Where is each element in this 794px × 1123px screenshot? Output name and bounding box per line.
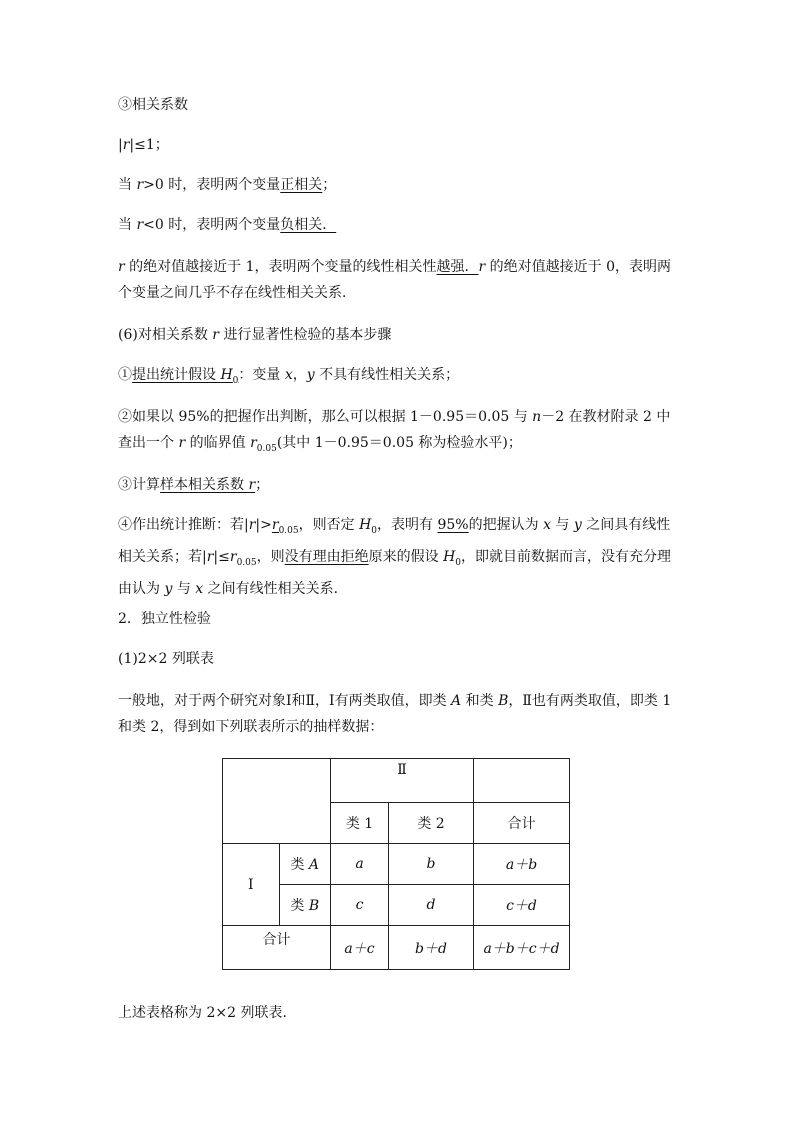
table-cell-empty	[474, 759, 570, 803]
text: 样本相关系数	[160, 477, 249, 493]
text: ①	[118, 367, 132, 383]
line-test-steps	[118, 322, 678, 348]
var-H: H	[359, 517, 372, 533]
var-r: r	[136, 217, 144, 233]
paragraph-intro-table	[118, 688, 678, 740]
text: ；	[322, 177, 337, 193]
paragraph-step2	[118, 404, 678, 462]
line-correlation-coefficient	[118, 92, 678, 118]
underlined-term: 正相关	[280, 177, 323, 193]
text: 一般地，对于两个研究对象Ⅰ和Ⅱ，Ⅰ有两类取值，即类	[118, 693, 452, 709]
underlined-term: 负相关．	[280, 217, 337, 233]
text: 之间具有线性相关关系；若|	[118, 517, 671, 565]
subscript: 0	[371, 525, 378, 536]
text: 的把握认为	[468, 517, 544, 533]
text: 与	[172, 580, 196, 597]
text: >0 时，表明两个变量	[143, 177, 281, 193]
var-r: r	[118, 259, 125, 275]
table-row	[223, 759, 570, 803]
table-cell	[331, 844, 389, 885]
text: c＋d	[506, 898, 537, 914]
table-cell	[389, 926, 474, 970]
var-r: r	[136, 177, 144, 193]
text: 当	[118, 217, 137, 233]
text: ，则否定	[298, 517, 360, 533]
text: |≤1；	[129, 137, 169, 153]
text: ③计算	[118, 477, 160, 493]
paragraph-step4	[118, 512, 678, 602]
underlined-term	[132, 367, 239, 386]
var-r: r	[250, 435, 257, 451]
var-x: x	[195, 580, 204, 597]
var-r: r	[212, 327, 219, 343]
var-r: r	[478, 259, 486, 275]
var-y: y	[306, 367, 315, 383]
subscript: 0	[455, 557, 462, 568]
table-header-II	[331, 759, 474, 803]
text: d	[426, 897, 436, 913]
table-cell	[474, 844, 570, 885]
var-A: A	[308, 857, 320, 873]
text: |	[118, 137, 123, 153]
table-cell	[331, 926, 389, 970]
var-A: A	[451, 693, 462, 709]
contingency-table	[222, 758, 570, 970]
line-negative	[118, 212, 678, 238]
text: 不具有线性相关关系；	[314, 367, 460, 383]
var-r: r	[122, 137, 130, 153]
text: (其中 1－0.95＝0.05 称为检验水平)；	[276, 435, 522, 451]
text: ，即就目前数据而言，没有充分理由认为	[118, 548, 672, 597]
text: a＋b＋c＋d	[483, 940, 560, 957]
subscript: 0.05	[278, 525, 299, 536]
text: ，	[292, 367, 307, 383]
var-r: r	[229, 548, 237, 565]
text: 之间有线性相关关系．	[203, 580, 348, 597]
table-header-total	[474, 803, 570, 844]
var-B: B	[308, 898, 320, 914]
var-H: H	[443, 548, 456, 565]
text: |≤	[213, 548, 230, 565]
text: <0 时，表明两个变量	[143, 217, 281, 233]
table-header-classA	[279, 844, 330, 885]
text: 与	[550, 517, 574, 533]
table-row	[223, 844, 570, 885]
table-cell	[474, 885, 570, 926]
text: 类 1	[345, 816, 374, 832]
section-heading-independence	[118, 606, 678, 632]
underlined-term: 95%	[437, 517, 469, 533]
subheading-contingency	[118, 646, 678, 672]
text: (6)对相关系数	[118, 327, 213, 343]
var-H: H	[220, 367, 233, 383]
table-row	[223, 926, 570, 970]
text: ，表明有	[377, 517, 438, 533]
underlined-term: 越强．	[436, 259, 479, 275]
text: 类 2	[417, 816, 445, 832]
text: 类	[290, 898, 309, 914]
var-r: r	[206, 548, 214, 565]
text: 和类	[461, 693, 499, 709]
text: ④作出统计推断：若|	[118, 517, 249, 533]
var-n: n	[532, 409, 542, 425]
subscript: 0.05	[256, 443, 277, 454]
text: a＋c	[344, 940, 375, 957]
table-cell	[389, 885, 474, 926]
table-cell	[331, 885, 389, 926]
table-header-class2	[389, 803, 474, 844]
underlined-term	[160, 477, 255, 493]
table-header-I	[223, 844, 280, 926]
table-cell-empty	[223, 759, 331, 844]
line-table-caption	[118, 1000, 678, 1026]
var-r: r	[271, 517, 279, 533]
text: (1)2×2 列联表	[118, 651, 214, 667]
text: Ⅱ	[397, 762, 407, 778]
subscript: 0.05	[236, 557, 257, 568]
table-cell	[474, 926, 570, 970]
text: 合计	[507, 816, 536, 832]
line-step3	[118, 472, 678, 498]
text: ②如果以 95%的把握作出判断，那么可以根据 1－0.95＝0.05 与	[118, 409, 533, 425]
text: 进行显著性检验的基本步骤	[218, 327, 392, 343]
var-r: r	[248, 517, 256, 533]
text: 合计	[262, 932, 291, 948]
text: b	[426, 856, 436, 872]
paragraph-abs-value	[118, 254, 678, 306]
text: Ⅰ	[247, 876, 254, 893]
table-cell	[389, 844, 474, 885]
text: 当	[118, 177, 137, 193]
text: ③相关系数	[118, 97, 188, 113]
text: 原来的假设	[368, 548, 444, 565]
table-header-total-row	[223, 926, 331, 970]
text: －2 在教材附录 2 中查出一个	[118, 409, 671, 451]
var-x: x	[543, 517, 551, 533]
var-r: r	[178, 435, 186, 451]
text: a	[355, 856, 364, 872]
text: 的绝对值越接近于 0，表明两个变量之间几乎不存在线性相关关系．	[118, 259, 672, 301]
text: c	[355, 897, 364, 913]
var-x: x	[284, 367, 293, 383]
text: 2．独立性检验	[118, 611, 211, 627]
var-B: B	[498, 693, 509, 709]
text: ；	[255, 477, 270, 493]
text: 的临界值	[185, 435, 251, 451]
var-y: y	[573, 517, 582, 533]
subscript: 0	[232, 375, 239, 386]
text: 类	[290, 857, 309, 873]
var-y: y	[164, 580, 173, 597]
text: 上述表格称为 2×2 列联表．	[118, 1005, 297, 1021]
text: ，则	[256, 548, 285, 565]
text: a＋b	[505, 857, 538, 873]
line-abs-r	[118, 132, 678, 158]
table-header-class1	[331, 803, 389, 844]
text: ：变量	[238, 367, 285, 383]
line-step1	[118, 362, 678, 394]
underlined-term	[271, 517, 299, 536]
text: ，Ⅱ也有两类取值，即类 1 和类 2，得到如下列联表所示的抽样数据：	[118, 693, 672, 735]
text: b＋d	[415, 940, 447, 957]
line-positive	[118, 172, 678, 198]
text: 提出统计假设	[132, 367, 221, 383]
text: |>	[255, 517, 272, 533]
underlined-term: 没有理由拒绝	[284, 548, 369, 565]
text: 的绝对值越接近于 1，表明两个变量的线性相关性	[124, 259, 437, 275]
var-r: r	[248, 477, 256, 493]
table-header-classB	[279, 885, 330, 926]
